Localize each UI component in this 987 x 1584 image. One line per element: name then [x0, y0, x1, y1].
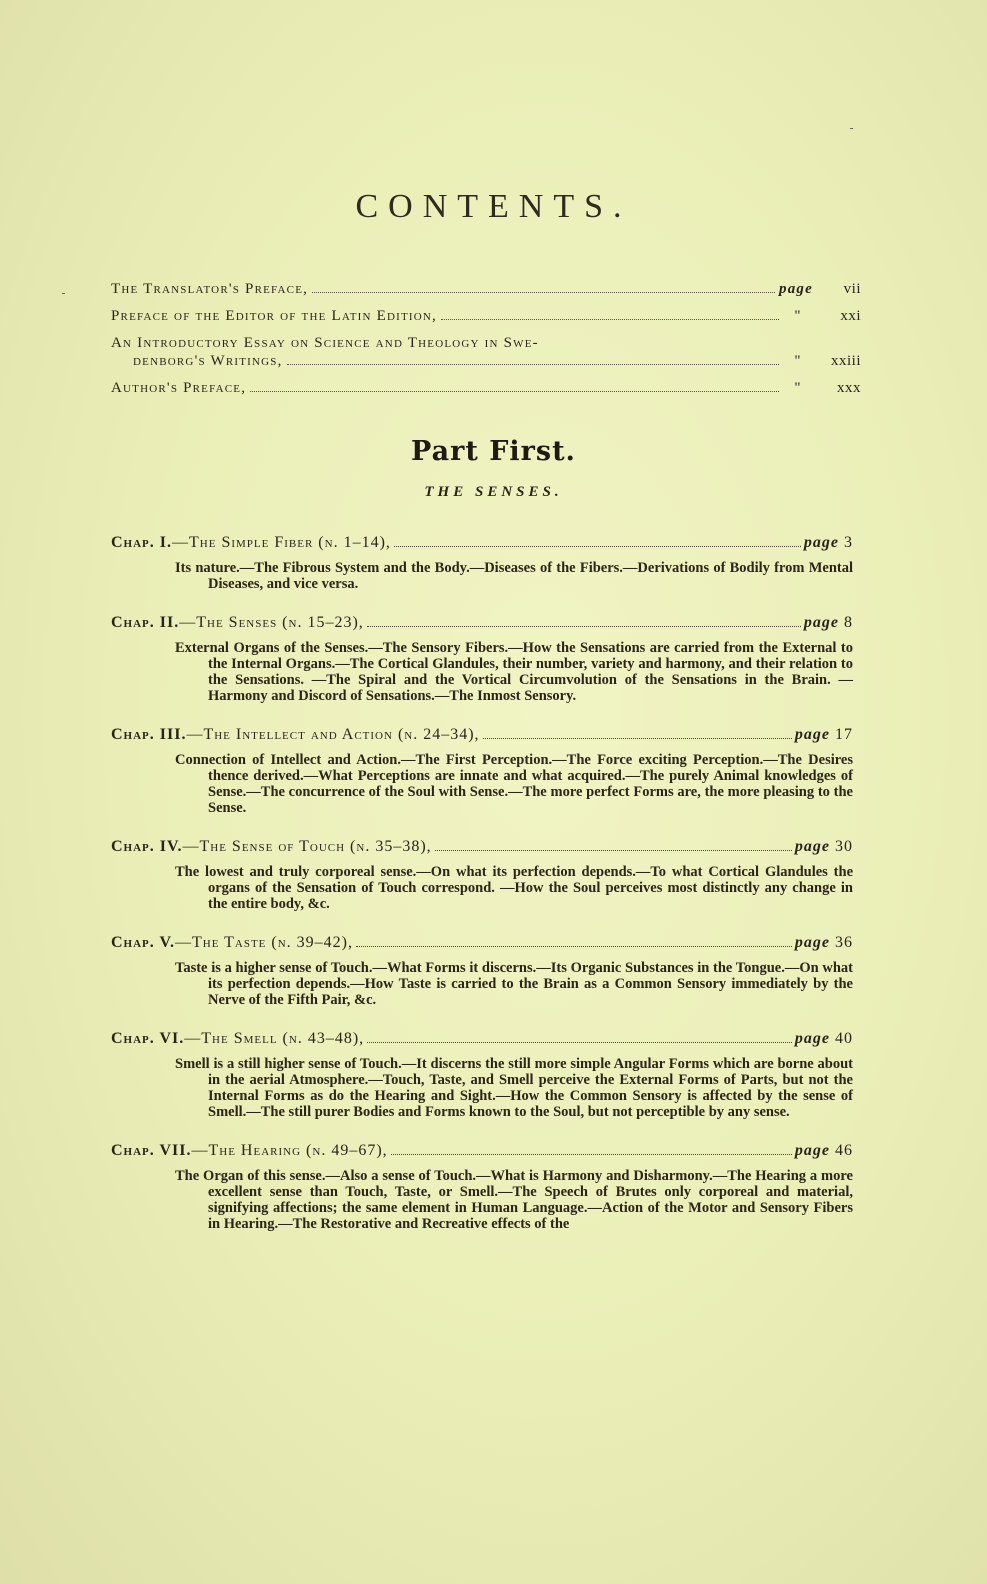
front-matter-row: [111, 280, 861, 298]
chapter-list: [111, 532, 853, 1252]
page-number: xxi: [840, 308, 861, 324]
chapter-heading: [111, 836, 853, 858]
entry-label: Author's Preface,: [111, 380, 247, 396]
chapter-heading: [111, 1140, 853, 1162]
page-word: page: [794, 934, 830, 951]
chapter-title: —The Sense of Touch (n. 35–38),: [182, 838, 432, 855]
page-number: 30: [835, 838, 853, 855]
dot-leader: [287, 364, 779, 365]
dot-leader: [394, 546, 801, 547]
chapter-entry: [111, 1140, 853, 1232]
ditto-mark: ": [794, 308, 802, 324]
chapter-entry: [111, 612, 853, 704]
page-word: page: [794, 1142, 830, 1159]
chapter-number: Chap. III.: [111, 726, 187, 743]
front-matter-row: [111, 379, 861, 397]
dot-leader: [367, 1042, 792, 1043]
front-matter-list: [111, 280, 861, 406]
dot-leader: [312, 292, 775, 293]
page-number: xxx: [837, 380, 861, 396]
chapter-number: Chap. VII.: [111, 1142, 192, 1159]
chapter-entry: [111, 932, 853, 1008]
chapter-entry: [111, 1028, 853, 1120]
part-subheading: THE SENSES.: [424, 484, 563, 500]
ditto-mark: ": [794, 380, 802, 396]
chapter-entry: [111, 836, 853, 912]
chapter-summary: Taste is a higher sense of Touch.—What Forms it discerns.—Its Organic Substances in the Tongue.—On what its perfection depends.—How Taste is carried to the Brain as a Common Sensory immediately by the Nerve of the Fifth Pair, &c.: [175, 960, 853, 1008]
speck-mark: [62, 293, 65, 294]
entry-label-continued: denborg's Writings,: [133, 353, 283, 369]
chapter-entry: [111, 724, 853, 816]
page-word: page: [803, 534, 839, 551]
dot-leader: [391, 1154, 792, 1155]
speck-mark: [850, 128, 853, 129]
chapter-summary: External Organs of the Senses.—The Sensory Fibers.—How the Sensations are carried from the External to the Internal Organs.—The Cortical Glandules, their number, variety and harmony, and their relation to the Sensations. —The Spiral and the Vortical Circumvolution of the Sensations in the Brain. —Harmony and Discord of Sensations.—The Inmost Sensory.: [175, 640, 853, 704]
chapter-summary: Smell is a still higher sense of Touch.—It discerns the still more simple Angular Forms which are borne about in the aerial Atmosphere.—Touch, Taste, and Smell perceive the External Forms of Parts, but not the Internal Forms as do the Hearing and Sight.—How the Common Sensory is affected by the sense of Smell.—The still purer Bodies and Forms known to the Soul, but not perceptible by any sense.: [175, 1056, 853, 1120]
dot-leader: [441, 319, 779, 320]
page-number: 46: [835, 1142, 853, 1159]
entry-label: An Introductory Essay on Science and Theology in Swe-: [111, 335, 539, 351]
chapter-title: —The Taste (n. 39–42),: [174, 934, 354, 951]
chapter-number: Chap. V.: [111, 934, 175, 951]
page-number: vii: [843, 281, 861, 297]
chapter-summary: Connection of Intellect and Action.—The First Perception.—The Force exciting Perception.—The Desires thence derived.—What Perceptions are innate and what acquired.—The purely Animal knowledges of Sense.—The concurrence of the Soul with Sense.—The more perfect Forms are, the more pleasing to the Sense.: [175, 752, 853, 816]
dot-leader: [483, 738, 792, 739]
chapter-entry: [111, 532, 853, 592]
page-number: 36: [835, 934, 853, 951]
dot-leader: [435, 850, 792, 851]
chapter-title: —The Hearing (n. 49–67),: [191, 1142, 388, 1159]
chapter-title: —The Intellect and Action (n. 24–34),: [186, 726, 480, 743]
part-heading: Part First.: [411, 436, 576, 467]
page-number: xxiii: [830, 353, 861, 369]
chapter-title: —The Senses (n. 15–23),: [179, 614, 364, 631]
front-matter-row: [111, 307, 861, 325]
dot-leader: [356, 946, 792, 947]
chapter-heading: [111, 532, 853, 554]
page-word: page: [794, 1030, 830, 1047]
page-number: 8: [844, 614, 853, 631]
chapter-heading: [111, 612, 853, 634]
chapter-number: Chap. I.: [111, 534, 173, 551]
chapter-number: Chap. VI.: [111, 1030, 185, 1047]
chapter-heading: [111, 724, 853, 746]
page-word: page: [794, 838, 830, 855]
chapter-title: —The Smell (n. 43–48),: [184, 1030, 365, 1047]
page-title: CONTENTS.: [355, 188, 632, 225]
chapter-heading: [111, 1028, 853, 1050]
chapter-summary: The lowest and truly corporeal sense.—On what its perfection depends.—To what Cortical Glandules the organs of the Sensation of Touch correspond. —How the Soul perceives most distinctly any change in the entire body, &c.: [175, 864, 853, 912]
chapter-summary: Its nature.—The Fibrous System and the Body.—Diseases of the Fibers.—Derivations of Bodily from Mental Diseases, and vice versa.: [175, 560, 853, 592]
chapter-number: Chap. IV.: [111, 838, 183, 855]
page-word: page: [779, 281, 813, 297]
ditto-mark: ": [794, 353, 802, 369]
chapter-number: Chap. II.: [111, 614, 180, 631]
entry-label: Preface of the Editor of the Latin Edition,: [111, 308, 438, 324]
page-word: page: [794, 726, 830, 743]
entry-label: The Translator's Preface,: [111, 281, 309, 297]
dot-leader: [250, 391, 779, 392]
front-matter-row: [111, 334, 861, 370]
page-number: 17: [835, 726, 853, 743]
page-number: 40: [835, 1030, 853, 1047]
chapter-heading: [111, 932, 853, 954]
chapter-summary: The Organ of this sense.—Also a sense of Touch.—What is Harmony and Disharmony.—The Hearing a more excellent sense than Touch, Taste, or Smell.—The Speech of Brutes only corporeal and material, signifying affections; the same element in Human Language.—Action of the Motor and Sensory Fibers in Hearing.—The Restorative and Recreative effects of the: [175, 1168, 853, 1232]
chapter-title: —The Simple Fiber (n. 1–14),: [172, 534, 391, 551]
page-number: 3: [844, 534, 853, 551]
dot-leader: [367, 626, 801, 627]
page-word: page: [803, 614, 839, 631]
